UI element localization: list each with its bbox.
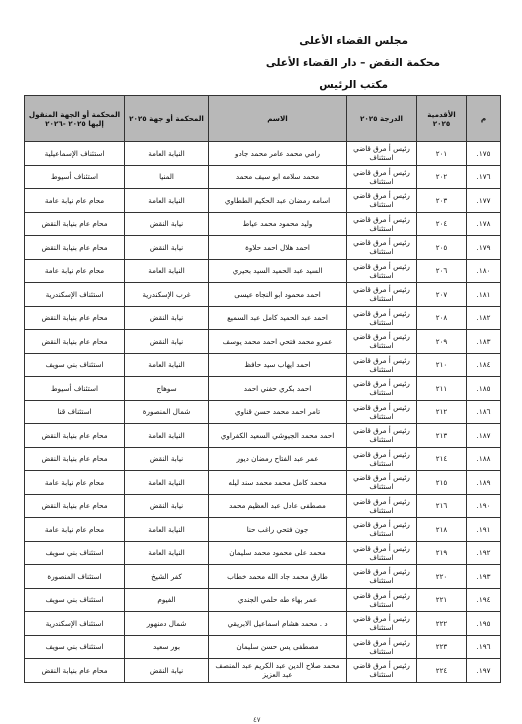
table-row (25, 447, 501, 471)
table-row (25, 189, 501, 213)
current-court-cell: نيابة النقض (125, 236, 209, 260)
current-court-cell: النيابة العامة (125, 424, 209, 448)
table-row (25, 541, 501, 565)
grade-cell: رئيس أ مرق قاضي استئناف (347, 236, 417, 260)
column-header: المحكمة أو الجهة المنقول إليها ٢٠٢٥ -٢٠٢٦ (25, 96, 125, 142)
name-cell: عمر عبد الفتاح رمضان ديور (209, 447, 347, 471)
current-court-cell: النيابة العامة (125, 518, 209, 542)
current-court-cell: نيابة النقض (125, 659, 209, 683)
grade-cell: رئيس أ مرق قاضي استئناف (347, 142, 417, 166)
current-court-cell: نيابة النقض (125, 212, 209, 236)
seniority-cell: ٢١٩ (417, 541, 467, 565)
name-cell: وليد محمود محمد عياط (209, 212, 347, 236)
destination-court-cell: محام عام بنيابة النقض (25, 494, 125, 518)
column-header: الاسم (209, 96, 347, 142)
current-court-cell: النيابة العامة (125, 353, 209, 377)
row-number: ١٧٧. (467, 189, 501, 213)
seniority-cell: ٢٢٣ (417, 635, 467, 659)
row-number: ١٨٦. (467, 400, 501, 424)
table-header-row (25, 96, 501, 142)
row-number: ١٩٢. (467, 541, 501, 565)
row-number: ١٧٨. (467, 212, 501, 236)
grade-cell: رئيس أ مرق قاضي استئناف (347, 424, 417, 448)
row-number: ١٧٦. (467, 165, 501, 189)
seniority-cell: ٢٢٠ (417, 565, 467, 589)
seniority-cell: ٢٠٤ (417, 212, 467, 236)
row-number: ١٨٤. (467, 353, 501, 377)
current-court-cell: غرب الإسكندرية (125, 283, 209, 307)
table-row (25, 377, 501, 401)
current-court-cell: نيابة النقض (125, 306, 209, 330)
court-title: محكمة النقض – دار القضاء الأعلى (265, 57, 440, 69)
current-court-cell: كفر الشيخ (125, 565, 209, 589)
row-number: ١٨٣. (467, 330, 501, 354)
destination-court-cell: استئناف الإسكندرية (25, 612, 125, 636)
table-row (25, 612, 501, 636)
name-cell: احمد محمود ابو النجاه عيسى (209, 283, 347, 307)
seniority-cell: ٢٢٢ (417, 612, 467, 636)
grade-cell: رئيس أ مرق قاضي استئناف (347, 471, 417, 495)
seniority-cell: ٢٠٨ (417, 306, 467, 330)
column-header: الدرجة ٢٠٢٥ (347, 96, 417, 142)
name-cell: عمر بهاء طه حلمي الجندي (209, 588, 347, 612)
table-row (25, 400, 501, 424)
name-cell: السيد عبد الحميد السيد بحيري (209, 259, 347, 283)
table-row (25, 353, 501, 377)
name-cell: رامي محمد عامر محمد جادو (209, 142, 347, 166)
name-cell: محمد صلاح الدين عبد الكريم عبد المنصف عبد العزيز (209, 659, 347, 683)
destination-court-cell: محام عام نيابة عامة (25, 518, 125, 542)
name-cell: د . محمد هشام اسماعيل الابريقي (209, 612, 347, 636)
grade-cell: رئيس أ مرق قاضي استئناف (347, 588, 417, 612)
seniority-cell: ٢١٨ (417, 518, 467, 542)
destination-court-cell: استئناف الإسماعيلية (25, 142, 125, 166)
row-number: ١٩٤. (467, 588, 501, 612)
current-court-cell: بور سعيد (125, 635, 209, 659)
destination-court-cell: استئناف بني سويف (25, 541, 125, 565)
current-court-cell: شمال دمنهور (125, 612, 209, 636)
seniority-cell: ٢١٥ (417, 471, 467, 495)
current-court-cell: الفيوم (125, 588, 209, 612)
grade-cell: رئيس أ مرق قاضي استئناف (347, 400, 417, 424)
table-row (25, 494, 501, 518)
column-header: المحكمة أو جهة ٢٠٢٥ (125, 96, 209, 142)
grade-cell: رئيس أ مرق قاضي استئناف (347, 306, 417, 330)
seniority-cell: ٢٠٢ (417, 165, 467, 189)
row-number: ١٩١. (467, 518, 501, 542)
destination-court-cell: استئناف قنا (25, 400, 125, 424)
seniority-cell: ٢٠٩ (417, 330, 467, 354)
name-cell: عمرو محمد فتحي احمد محمد يوسف (209, 330, 347, 354)
current-court-cell: نيابة النقض (125, 447, 209, 471)
grade-cell: رئيس أ مرق قاضي استئناف (347, 377, 417, 401)
table-row (25, 518, 501, 542)
seniority-cell: ٢١١ (417, 377, 467, 401)
current-court-cell: نيابة النقض (125, 494, 209, 518)
name-cell: احمد عبد الحميد كامل عبد السميع (209, 306, 347, 330)
table-row (25, 236, 501, 260)
grade-cell: رئيس أ مرق قاضي استئناف (347, 565, 417, 589)
destination-court-cell: محام عام بنيابة النقض (25, 306, 125, 330)
row-number: ١٩٧. (467, 659, 501, 683)
destination-court-cell: استئناف بني سويف (25, 588, 125, 612)
name-cell: طارق محمد جاد الله محمد خطاب (209, 565, 347, 589)
transfers-table (24, 95, 501, 683)
destination-court-cell: محام عام بنيابة النقض (25, 330, 125, 354)
column-header: الأقدمية ٢٠٢٥ (417, 96, 467, 142)
row-number: ١٨٧. (467, 424, 501, 448)
table-row (25, 142, 501, 166)
name-cell: مصطفى عادل عبد العظيم محمد (209, 494, 347, 518)
seniority-cell: ٢١٠ (417, 353, 467, 377)
destination-court-cell: محام عام نيابة عامة (25, 259, 125, 283)
grade-cell: رئيس أ مرق قاضي استئناف (347, 330, 417, 354)
row-number: ١٨٩. (467, 471, 501, 495)
table-row (25, 659, 501, 683)
grade-cell: رئيس أ مرق قاضي استئناف (347, 212, 417, 236)
current-court-cell: نيابة النقض (125, 330, 209, 354)
grade-cell: رئيس أ مرق قاضي استئناف (347, 659, 417, 683)
destination-court-cell: محام عام نيابة عامة (25, 471, 125, 495)
current-court-cell: النيابة العامة (125, 471, 209, 495)
grade-cell: رئيس أ مرق قاضي استئناف (347, 189, 417, 213)
grade-cell: رئيس أ مرق قاضي استئناف (347, 259, 417, 283)
seniority-cell: ٢٠٧ (417, 283, 467, 307)
name-cell: محمد سلامه ابو سيف محمد (209, 165, 347, 189)
name-cell: اسامه رمضان عبد الحكيم الططاوي (209, 189, 347, 213)
column-header: م (467, 96, 501, 142)
seniority-cell: ٢٠٥ (417, 236, 467, 260)
name-cell: احمد محمد الجيوشي السعيد الكفراوي (209, 424, 347, 448)
grade-cell: رئيس أ مرق قاضي استئناف (347, 635, 417, 659)
destination-court-cell: محام عام بنيابة النقض (25, 659, 125, 683)
grade-cell: رئيس أ مرق قاضي استئناف (347, 283, 417, 307)
current-court-cell: النيابة العامة (125, 541, 209, 565)
page-number: ٤٧ (253, 716, 261, 724)
grade-cell: رئيس أ مرق قاضي استئناف (347, 353, 417, 377)
row-number: ١٨٥. (467, 377, 501, 401)
name-cell: مصطفى يس حسن سليمان (209, 635, 347, 659)
grade-cell: رئيس أ مرق قاضي استئناف (347, 165, 417, 189)
current-court-cell: النيابة العامة (125, 259, 209, 283)
name-cell: احمد بكري حفني احمد (209, 377, 347, 401)
seniority-cell: ٢٠١ (417, 142, 467, 166)
seniority-cell: ٢١٣ (417, 424, 467, 448)
name-cell: تامر احمد محمد حسن قناوي (209, 400, 347, 424)
grade-cell: رئيس أ مرق قاضي استئناف (347, 494, 417, 518)
current-court-cell: شمال المنصورة (125, 400, 209, 424)
seniority-cell: ٢١٤ (417, 447, 467, 471)
table-row (25, 588, 501, 612)
destination-court-cell: استئناف المنصورة (25, 565, 125, 589)
table-body (25, 142, 501, 683)
grade-cell: رئيس أ مرق قاضي استئناف (347, 447, 417, 471)
destination-court-cell: محام عام بنيابة النقض (25, 212, 125, 236)
table-row (25, 424, 501, 448)
office-title: مكتب الرئيس (319, 79, 388, 91)
name-cell: احمد ايهاب سيد حافظ (209, 353, 347, 377)
current-court-cell: النيابة العامة (125, 142, 209, 166)
current-court-cell: المنيا (125, 165, 209, 189)
name-cell: محمد كامل محمد محمد سند ليله (209, 471, 347, 495)
destination-court-cell: استئناف بني سويف (25, 635, 125, 659)
grade-cell: رئيس أ مرق قاضي استئناف (347, 541, 417, 565)
council-title: مجلس القضاء الأعلى (299, 35, 408, 47)
table-row (25, 565, 501, 589)
grade-cell: رئيس أ مرق قاضي استئناف (347, 612, 417, 636)
row-number: ١٧٥. (467, 142, 501, 166)
row-number: ١٨٨. (467, 447, 501, 471)
table-row (25, 635, 501, 659)
seniority-cell: ٢٢٤ (417, 659, 467, 683)
name-cell: جون فتحي راغب حنا (209, 518, 347, 542)
row-number: ١٩٦. (467, 635, 501, 659)
current-court-cell: سوهاج (125, 377, 209, 401)
destination-court-cell: محام عام بنيابة النقض (25, 424, 125, 448)
row-number: ١٩٣. (467, 565, 501, 589)
table-row (25, 471, 501, 495)
destination-court-cell: استئناف أسيوط (25, 377, 125, 401)
table-row (25, 306, 501, 330)
row-number: ١٩٥. (467, 612, 501, 636)
name-cell: محمد على محمود محمد سليمان (209, 541, 347, 565)
table-row (25, 330, 501, 354)
seniority-cell: ٢١٦ (417, 494, 467, 518)
seniority-cell: ٢٢١ (417, 588, 467, 612)
destination-court-cell: محام عام بنيابة النقض (25, 447, 125, 471)
destination-court-cell: استئناف بني سويف (25, 353, 125, 377)
row-number: ١٨١. (467, 283, 501, 307)
destination-court-cell: محام عام بنيابة النقض (25, 236, 125, 260)
table-row (25, 259, 501, 283)
table-row (25, 165, 501, 189)
seniority-cell: ٢٠٣ (417, 189, 467, 213)
destination-court-cell: محام عام نيابة عامة (25, 189, 125, 213)
destination-court-cell: استئناف أسيوط (25, 165, 125, 189)
destination-court-cell: استئناف الإسكندرية (25, 283, 125, 307)
current-court-cell: النيابة العامة (125, 189, 209, 213)
row-number: ١٧٩. (467, 236, 501, 260)
seniority-cell: ٢٠٦ (417, 259, 467, 283)
row-number: ١٩٠. (467, 494, 501, 518)
seniority-cell: ٢١٢ (417, 400, 467, 424)
name-cell: احمد هلال احمد حلاوة (209, 236, 347, 260)
table-row (25, 212, 501, 236)
grade-cell: رئيس أ مرق قاضي استئناف (347, 518, 417, 542)
row-number: ١٨٢. (467, 306, 501, 330)
document-header (266, 30, 440, 96)
row-number: ١٨٠. (467, 259, 501, 283)
table-row (25, 283, 501, 307)
